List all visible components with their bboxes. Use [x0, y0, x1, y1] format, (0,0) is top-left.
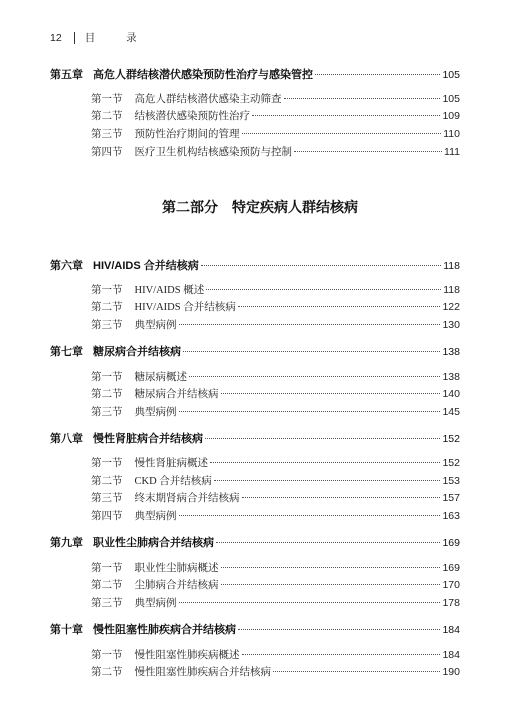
- section-page: 118: [443, 284, 460, 296]
- section-title: 高危人群结核潜伏感染主动筛查: [134, 94, 282, 105]
- section-label: 第一节: [91, 563, 123, 574]
- section-label: 第一节: [91, 94, 123, 105]
- section-label: 第一节: [91, 285, 123, 296]
- section-label: 第一节: [91, 372, 123, 383]
- dot-leader: [214, 479, 441, 481]
- part-title: 特定疾病人群结核病: [232, 199, 358, 215]
- dot-leader: [183, 350, 440, 352]
- chapter-title: 职业性尘肺病合并结核病: [93, 537, 214, 549]
- toc-section[interactable]: [91, 560, 460, 575]
- section-title: 慢性阻塞性肺疾病合并结核病: [134, 667, 271, 678]
- section-title: CKD 合并结核病: [134, 476, 212, 487]
- section-label: 第二节: [91, 111, 123, 122]
- section-page: 190: [442, 666, 460, 678]
- dot-leader: [201, 264, 442, 266]
- toc-section[interactable]: [91, 404, 460, 419]
- section-label: 第四节: [91, 511, 123, 522]
- dot-leader: [242, 653, 441, 655]
- dot-leader: [221, 566, 441, 568]
- section-label: 第二节: [91, 667, 123, 678]
- toc-section[interactable]: [91, 490, 460, 505]
- section-label: 第三节: [91, 598, 123, 609]
- dot-leader: [205, 437, 440, 439]
- chapter-title: 高危人群结核潜伏感染预防性治疗与感染管控: [93, 69, 313, 81]
- chapter-label: 第六章: [50, 260, 83, 272]
- section-page: 184: [442, 649, 460, 661]
- dot-leader: [294, 150, 442, 152]
- section-title: 结核潜伏感染预防性治疗: [134, 111, 250, 122]
- section-title: 糖尿病合并结核病: [134, 389, 219, 400]
- dot-leader: [238, 628, 440, 630]
- toc-section[interactable]: [91, 386, 460, 401]
- chapter-title: 糖尿病合并结核病: [93, 346, 181, 358]
- section-title: HIV/AIDS 合并结核病: [134, 302, 236, 313]
- section-page: 111: [444, 146, 460, 158]
- dot-leader: [206, 288, 441, 290]
- dot-leader: [252, 114, 440, 116]
- section-page: 178: [442, 597, 460, 609]
- section-label: 第二节: [91, 476, 123, 487]
- section-title: 慢性肾脏病概述: [134, 458, 208, 469]
- section-page: 157: [442, 492, 460, 504]
- section-page: 105: [442, 93, 460, 105]
- toc-section[interactable]: [91, 108, 460, 123]
- section-label: 第四节: [91, 147, 123, 158]
- toc-section[interactable]: [91, 455, 460, 470]
- dot-leader: [179, 410, 441, 412]
- dot-leader: [242, 496, 441, 498]
- part-label: 第二部分: [162, 199, 218, 215]
- chapter-page: 184: [442, 624, 460, 636]
- section-title: 医疗卫生机构结核感染预防与控制: [134, 147, 292, 158]
- section-page: 109: [442, 110, 460, 122]
- section-label: 第二节: [91, 302, 123, 313]
- section-page: 153: [442, 475, 460, 487]
- toc-chapter[interactable]: [50, 257, 460, 273]
- section-title: 典型病例: [134, 320, 177, 331]
- chapter-title: 慢性阻塞性肺疾病合并结核病: [93, 624, 236, 636]
- section-label: 第一节: [91, 458, 123, 469]
- section-title: 职业性尘肺病概述: [134, 563, 219, 574]
- chapter-label: 第五章: [50, 69, 83, 81]
- toc-section[interactable]: [91, 91, 460, 106]
- section-page: 130: [442, 319, 460, 331]
- section-title: 尘肺病合并结核病: [134, 580, 219, 591]
- dot-leader: [179, 323, 441, 325]
- section-page: 170: [442, 579, 460, 591]
- header-title: 目 录: [84, 32, 151, 44]
- page-number: 12: [50, 31, 62, 44]
- section-title: 典型病例: [134, 598, 177, 609]
- section-title: 慢性阻塞性肺疾病概述: [134, 650, 240, 661]
- dot-leader: [221, 583, 441, 585]
- section-title: 终末期肾病合并结核病: [134, 493, 240, 504]
- toc-section[interactable]: [91, 282, 460, 297]
- dot-leader: [179, 601, 441, 603]
- chapter-page: 105: [442, 69, 460, 81]
- toc-chapter[interactable]: [50, 534, 460, 550]
- toc-section[interactable]: [91, 369, 460, 384]
- part-heading: [0, 197, 520, 217]
- dot-leader: [238, 305, 441, 307]
- section-page: 110: [443, 128, 460, 140]
- toc-section[interactable]: [91, 577, 460, 592]
- chapter-page: 152: [442, 433, 460, 445]
- chapter-title: 慢性肾脏病合并结核病: [93, 433, 203, 445]
- toc-chapter[interactable]: [50, 430, 460, 446]
- dot-leader: [284, 97, 441, 99]
- toc-chapter[interactable]: [50, 343, 460, 359]
- dot-leader: [179, 514, 441, 516]
- chapter-page: 169: [442, 537, 460, 549]
- section-label: 第三节: [91, 407, 123, 418]
- section-title: 典型病例: [134, 407, 177, 418]
- section-title: 预防性治疗期间的管理: [134, 129, 240, 140]
- section-label: 第三节: [91, 320, 123, 331]
- section-page: 122: [442, 301, 460, 313]
- toc-chapter[interactable]: [50, 66, 460, 82]
- chapter-title: HIV/AIDS 合并结核病: [93, 260, 199, 272]
- section-page: 152: [442, 457, 460, 469]
- toc-section[interactable]: [91, 595, 460, 610]
- dot-leader: [216, 541, 440, 543]
- section-label: 第一节: [91, 650, 123, 661]
- dot-leader: [189, 375, 440, 377]
- chapter-label: 第十章: [50, 624, 83, 636]
- section-label: 第三节: [91, 129, 123, 140]
- section-label: 第三节: [91, 493, 123, 504]
- toc-section[interactable]: [91, 664, 460, 679]
- dot-leader: [221, 392, 441, 394]
- chapter-page: 138: [442, 346, 460, 358]
- section-title: 典型病例: [134, 511, 177, 522]
- toc-section[interactable]: [91, 126, 460, 141]
- section-page: 163: [442, 510, 460, 522]
- section-title: 糖尿病概述: [134, 372, 187, 383]
- chapter-label: 第七章: [50, 346, 83, 358]
- dot-leader: [315, 73, 440, 75]
- section-label: 第二节: [91, 580, 123, 591]
- dot-leader: [242, 132, 442, 134]
- toc-section[interactable]: [91, 508, 460, 523]
- section-label: 第二节: [91, 389, 123, 400]
- section-page: 140: [442, 388, 460, 400]
- toc-section[interactable]: [91, 317, 460, 332]
- section-title: HIV/AIDS 概述: [134, 285, 205, 296]
- chapter-label: 第八章: [50, 433, 83, 445]
- toc-section[interactable]: [91, 299, 460, 314]
- section-page: 169: [442, 562, 460, 574]
- toc-section[interactable]: [91, 473, 460, 488]
- header-divider: [74, 32, 75, 44]
- toc-chapter[interactable]: [50, 621, 460, 637]
- chapter-page: 118: [443, 260, 460, 272]
- dot-leader: [210, 461, 440, 463]
- toc-section[interactable]: [91, 144, 460, 159]
- dot-leader: [273, 670, 440, 672]
- section-page: 145: [442, 406, 460, 418]
- chapter-label: 第九章: [50, 537, 83, 549]
- toc-section[interactable]: [91, 647, 460, 662]
- running-header: [50, 30, 151, 45]
- section-page: 138: [442, 371, 460, 383]
